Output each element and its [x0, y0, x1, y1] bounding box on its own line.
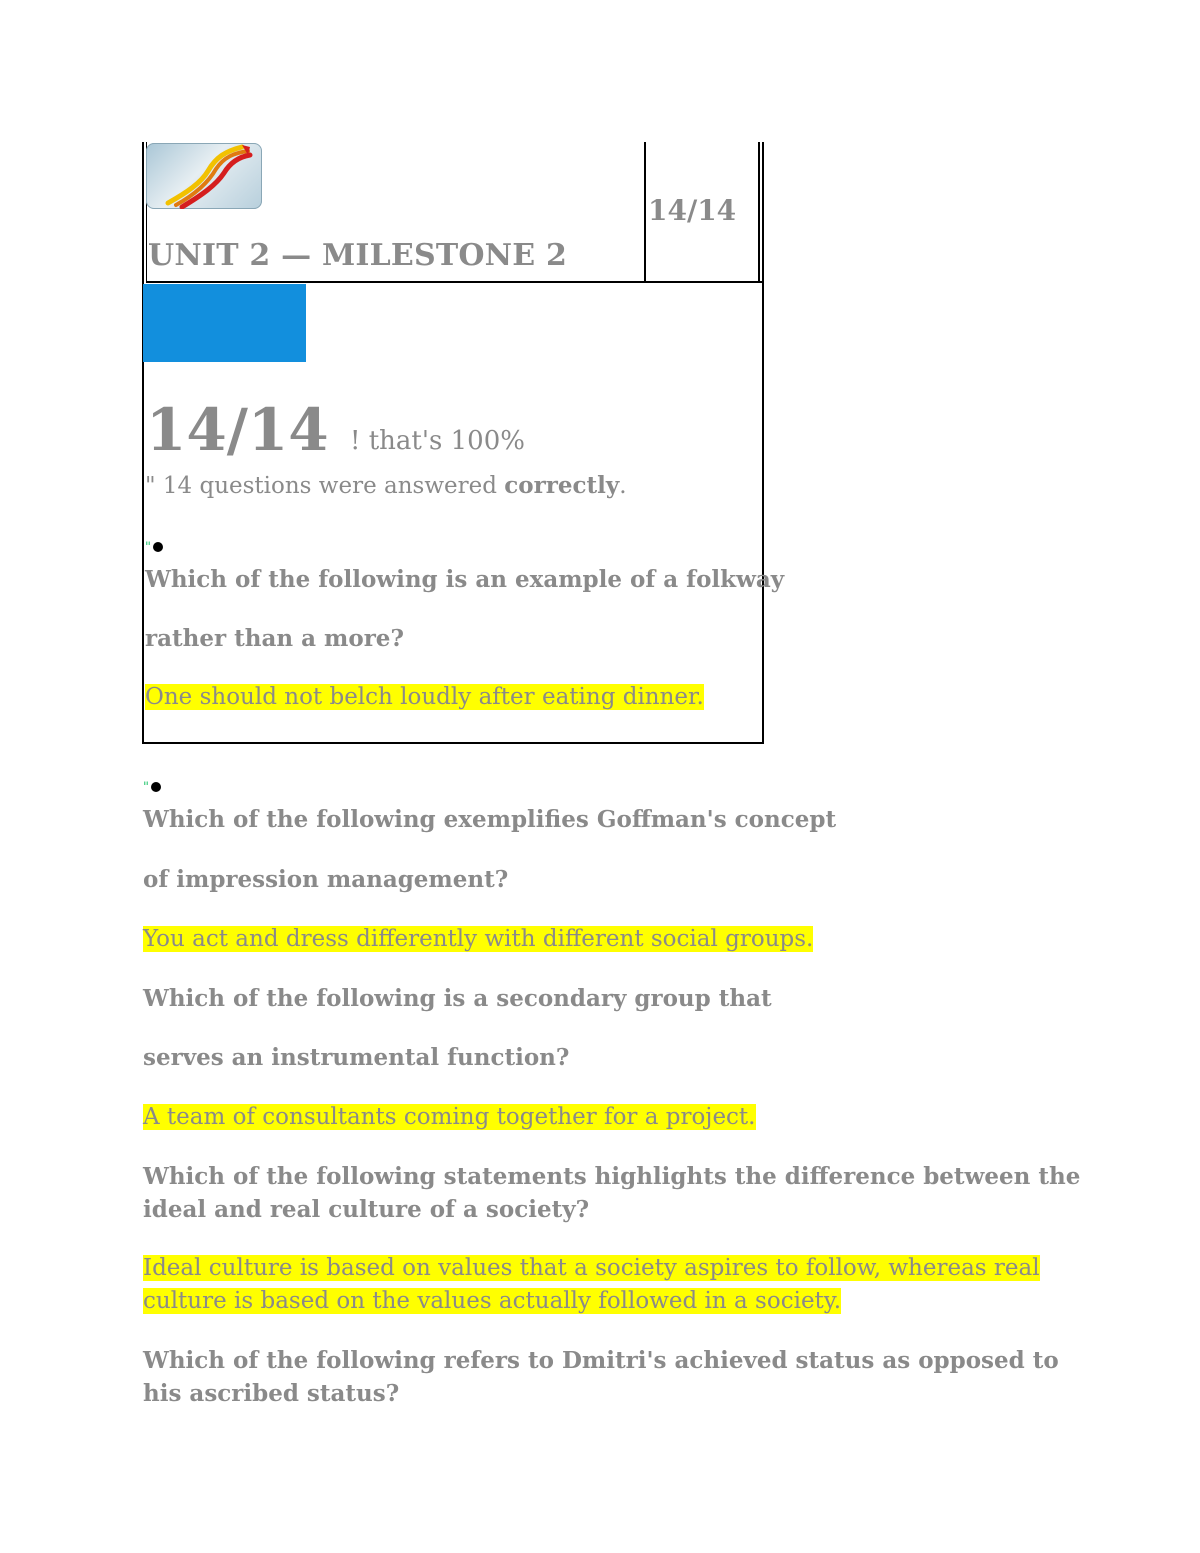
answer-line: A team of consultants coming together for a project. — [143, 1104, 756, 1130]
table-border-right-outer — [762, 142, 764, 744]
table-border-header-bottom — [146, 281, 764, 283]
question-line: of impression management? — [143, 866, 509, 893]
table-border-bottom — [142, 742, 764, 744]
question-line: his ascribed status? — [143, 1380, 400, 1407]
bullet-icon — [151, 782, 161, 792]
answered-summary — [145, 472, 627, 499]
answered-bold: correctly — [504, 472, 620, 499]
table-border-middle — [644, 142, 646, 282]
check-mark: " — [143, 780, 149, 795]
accent-block — [143, 284, 306, 362]
check-marker — [145, 536, 163, 555]
answer-line: You act and dress differently with different social groups. — [143, 926, 814, 952]
table-border-right-inner — [758, 142, 760, 282]
question-line: Which of the following is a secondary group that — [143, 985, 772, 1012]
rising-arrows-icon — [146, 143, 262, 209]
question-line: Which of the following refers to Dmitri's achieved status as opposed to — [143, 1347, 1059, 1374]
question-line: Which of the following statements highlights the difference between the — [143, 1163, 1081, 1190]
result-score: 14/14 — [146, 396, 329, 464]
question-line: serves an instrumental function? — [143, 1044, 570, 1071]
header-score: 14/14 — [648, 194, 737, 227]
answered-suffix: . — [619, 473, 627, 499]
question-line: Which of the following is an example of a folkway — [145, 566, 785, 593]
answer-line: Ideal culture is based on values that a society aspires to follow, whereas real — [143, 1255, 1040, 1281]
answer-line: One should not belch loudly after eating dinner. — [145, 684, 704, 710]
check-mark: " — [145, 540, 151, 555]
bullet-icon — [153, 542, 163, 552]
check-marker — [143, 776, 161, 795]
result-percent: ! that's 100% — [350, 426, 525, 456]
question-line: ideal and real culture of a society? — [143, 1196, 590, 1223]
page-title: UNIT 2 — MILESTONE 2 — [148, 238, 568, 273]
question-line: Which of the following exemplifies Goffman's concept — [143, 806, 837, 833]
answer-line: culture is based on the values actually followed in a society. — [143, 1288, 842, 1314]
question-line: rather than a more? — [145, 625, 404, 652]
table-border-left-outer — [142, 142, 144, 744]
answered-prefix: " 14 questions were answered — [145, 473, 497, 499]
